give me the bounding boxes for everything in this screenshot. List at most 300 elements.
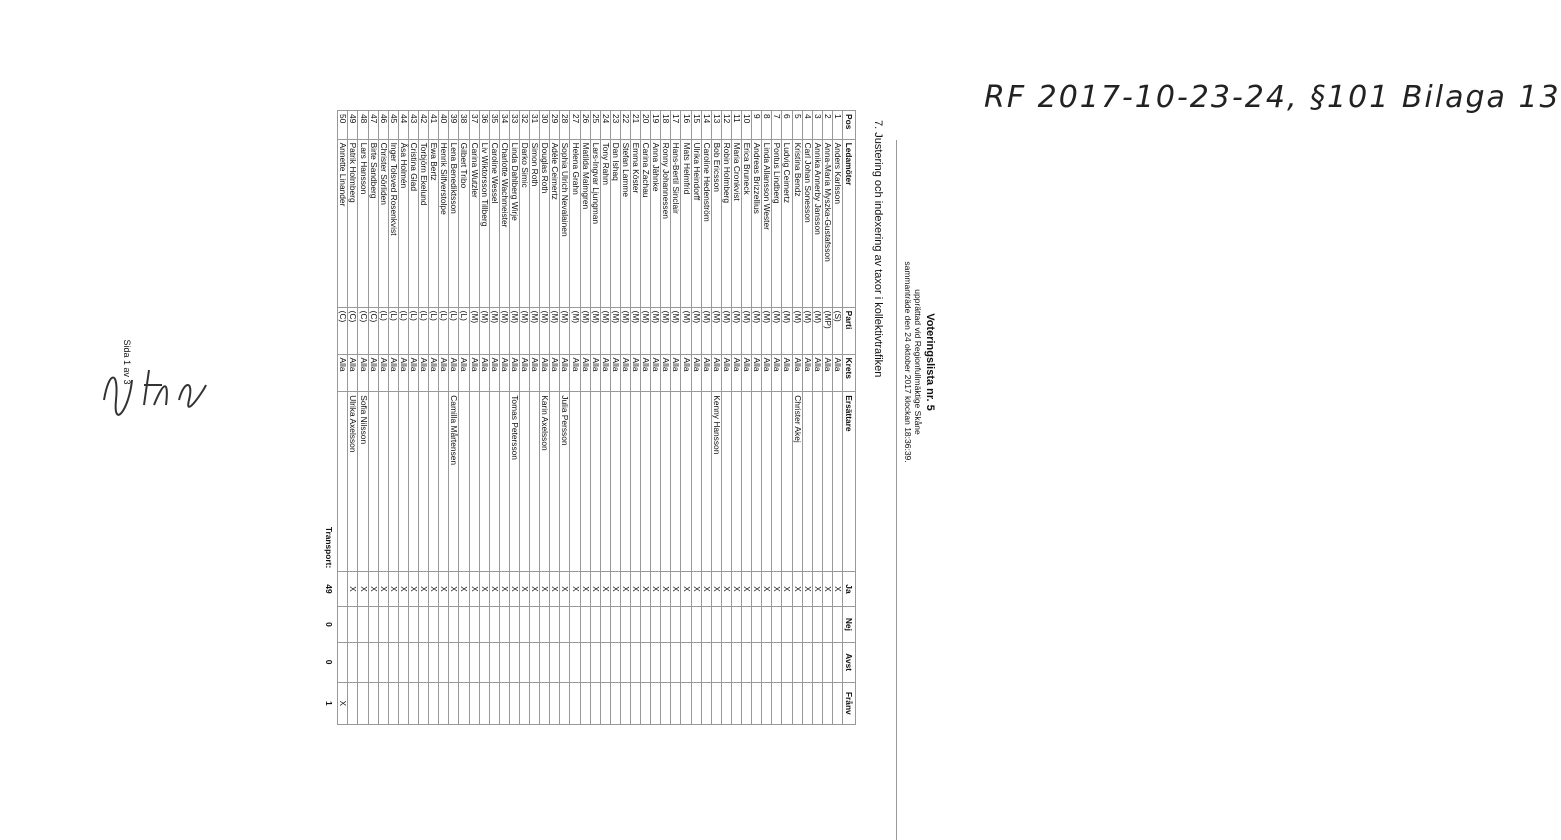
cell-krets: Alla — [721, 354, 731, 392]
cell-krets: Alla — [398, 354, 408, 392]
table-row — [378, 111, 388, 725]
cell-franv — [520, 682, 530, 724]
cell-pos: 11 — [731, 111, 741, 140]
cell-franv — [348, 682, 358, 724]
cell-nej — [398, 607, 408, 642]
cell-pos: 44 — [398, 111, 408, 140]
cell-avst — [671, 642, 681, 682]
cell-nej — [772, 607, 782, 642]
column-header-parti: Parti — [843, 307, 856, 354]
cell-avst — [782, 642, 792, 682]
cell-pos: 40 — [439, 111, 449, 140]
cell-ja: X — [671, 571, 681, 606]
cell-franv — [752, 682, 762, 724]
cell-pos: 49 — [348, 111, 358, 140]
cell-nej — [731, 607, 741, 642]
cell-pos: 43 — [408, 111, 418, 140]
cell-ja: X — [348, 571, 358, 606]
cell-ersattare — [520, 392, 530, 572]
cell-ersattare: Julia Persson — [560, 392, 570, 572]
cell-franv — [550, 682, 560, 724]
cell-parti: (L) — [459, 307, 469, 354]
cell-name: Robin Holmberg — [721, 139, 731, 307]
cell-franv — [681, 682, 691, 724]
cell-franv — [802, 682, 812, 724]
cell-ja: X — [641, 571, 651, 606]
cell-krets: Alla — [520, 354, 530, 392]
cell-ersattare: Camilla Mårtensen — [449, 392, 459, 572]
cell-parti: (M) — [590, 307, 600, 354]
cell-name: Åsa Holmén — [398, 139, 408, 307]
cell-ersattare — [570, 392, 580, 572]
cell-franv — [469, 682, 479, 724]
cell-parti: (L) — [398, 307, 408, 354]
cell-avst — [822, 642, 832, 682]
cell-nej — [620, 607, 630, 642]
cell-name: Lena Benediktsson — [449, 139, 459, 307]
cell-ja: X — [580, 571, 590, 606]
cell-krets: Alla — [449, 354, 459, 392]
cell-nej — [449, 607, 459, 642]
cell-franv — [610, 682, 620, 724]
cell-ersattare — [469, 392, 479, 572]
cell-krets: Alla — [459, 354, 469, 392]
cell-name: Henrik Silfverstolpe — [439, 139, 449, 307]
cell-franv — [489, 682, 499, 724]
cell-krets: Alla — [489, 354, 499, 392]
cell-name: Caroline Wessel — [489, 139, 499, 307]
cell-krets: Alla — [408, 354, 418, 392]
cell-krets: Alla — [610, 354, 620, 392]
cell-nej — [509, 607, 519, 642]
cell-ersattare — [681, 392, 691, 572]
cell-parti: (M) — [631, 307, 641, 354]
cell-ersattare — [701, 392, 711, 572]
cell-pos: 47 — [368, 111, 378, 140]
cell-avst — [570, 642, 580, 682]
table-row — [499, 111, 509, 725]
cell-franv — [701, 682, 711, 724]
cell-name: Ronny Johannessen — [661, 139, 671, 307]
cell-name: Carina Zachau — [641, 139, 651, 307]
table-row — [348, 111, 358, 725]
cell-nej — [671, 607, 681, 642]
cell-ersattare — [338, 392, 348, 572]
cell-pos: 6 — [782, 111, 792, 140]
cell-parti: (M) — [721, 307, 731, 354]
cell-ersattare — [782, 392, 792, 572]
cell-nej — [782, 607, 792, 642]
cell-ja: X — [610, 571, 620, 606]
cell-ersattare — [499, 392, 509, 572]
cell-ja: X — [711, 571, 721, 606]
cell-avst — [590, 642, 600, 682]
cell-ja: X — [429, 571, 439, 606]
column-header-pos: Pos — [843, 111, 856, 140]
cell-parti: (M) — [711, 307, 721, 354]
cell-ersattare — [802, 392, 812, 572]
cell-ersattare — [439, 392, 449, 572]
cell-ja — [338, 571, 348, 606]
cell-avst — [388, 642, 398, 682]
cell-name: Hans-Bertil Sinclair — [671, 139, 681, 307]
cell-parti: (M) — [610, 307, 620, 354]
cell-franv — [641, 682, 651, 724]
cell-franv — [580, 682, 590, 724]
cell-ja: X — [509, 571, 519, 606]
table-row — [812, 111, 822, 725]
cell-pos: 33 — [509, 111, 519, 140]
cell-pos: 7 — [772, 111, 782, 140]
cell-parti: (M) — [489, 307, 499, 354]
cell-pos: 48 — [358, 111, 368, 140]
cell-franv — [439, 682, 449, 724]
cell-name: Ludvig Ceimertz — [782, 139, 792, 307]
cell-parti: (M) — [691, 307, 701, 354]
cell-name: Ulrika Heindorff — [691, 139, 701, 307]
cell-parti: (M) — [762, 307, 772, 354]
cell-name: Annette Linander — [338, 139, 348, 307]
cell-pos: 39 — [449, 111, 459, 140]
cell-ersattare — [641, 392, 651, 572]
table-row — [752, 111, 762, 725]
cell-ja: X — [691, 571, 701, 606]
table-row — [368, 111, 378, 725]
cell-ja: X — [590, 571, 600, 606]
cell-nej — [661, 607, 671, 642]
cell-krets: Alla — [338, 354, 348, 392]
cell-avst — [691, 642, 701, 682]
cell-ersattare — [429, 392, 439, 572]
table-row — [742, 111, 752, 725]
cell-parti: (M) — [530, 307, 540, 354]
cell-ja: X — [620, 571, 630, 606]
cell-franv — [721, 682, 731, 724]
table-row — [600, 111, 610, 725]
cell-avst — [721, 642, 731, 682]
cell-franv — [620, 682, 630, 724]
cell-pos: 37 — [469, 111, 479, 140]
cell-ersattare — [812, 392, 822, 572]
cell-nej — [580, 607, 590, 642]
cell-avst — [509, 642, 519, 682]
cell-ja: X — [419, 571, 429, 606]
cell-nej — [540, 607, 550, 642]
cell-pos: 25 — [590, 111, 600, 140]
cell-ja: X — [742, 571, 752, 606]
table-row — [570, 111, 580, 725]
table-row — [459, 111, 469, 725]
cell-name: Charlotte Wachmeister — [499, 139, 509, 307]
cell-name: Linda Allansson Wester — [762, 139, 772, 307]
cell-ersattare — [631, 392, 641, 572]
cell-avst — [792, 642, 802, 682]
cell-nej — [429, 607, 439, 642]
column-header-franv: Frånv — [843, 682, 856, 724]
cell-parti: (M) — [479, 307, 489, 354]
cell-ersattare — [661, 392, 671, 572]
cell-avst — [429, 642, 439, 682]
cell-avst — [439, 642, 449, 682]
cell-ersattare — [651, 392, 661, 572]
cell-krets: Alla — [358, 354, 368, 392]
cell-krets: Alla — [530, 354, 540, 392]
cell-ja: X — [560, 571, 570, 606]
cell-nej — [550, 607, 560, 642]
table-body — [338, 111, 843, 725]
table-row — [469, 111, 479, 725]
cell-avst — [499, 642, 509, 682]
table-row — [701, 111, 711, 725]
cell-ja: X — [540, 571, 550, 606]
cell-franv — [509, 682, 519, 724]
cell-name: Tony Rahm — [600, 139, 610, 307]
cell-pos: 20 — [641, 111, 651, 140]
cell-ersattare: Sofia Nilsson — [358, 392, 368, 572]
cell-krets: Alla — [832, 354, 842, 392]
cell-avst — [681, 642, 691, 682]
cell-parti: (M) — [469, 307, 479, 354]
cell-avst — [459, 642, 469, 682]
table-row — [550, 111, 560, 725]
cell-nej — [489, 607, 499, 642]
cell-pos: 10 — [742, 111, 752, 140]
cell-nej — [499, 607, 509, 642]
cell-avst — [550, 642, 560, 682]
cell-avst — [489, 642, 499, 682]
cell-franv — [530, 682, 540, 724]
cell-parti: (L) — [388, 307, 398, 354]
cell-parti: (M) — [731, 307, 741, 354]
cell-parti: (M) — [802, 307, 812, 354]
cell-avst — [449, 642, 459, 682]
cell-ja: X — [731, 571, 741, 606]
cell-name: Liv Wiktorsson Tillberg — [479, 139, 489, 307]
cell-ersattare — [368, 392, 378, 572]
cell-krets: Alla — [388, 354, 398, 392]
cell-name: Carl Johan Sonesson — [802, 139, 812, 307]
cell-name: Torbjörn Ekelund — [419, 139, 429, 307]
cell-ja: X — [782, 571, 792, 606]
cell-ja: X — [550, 571, 560, 606]
cell-parti: (MP) — [822, 307, 832, 354]
cell-ja: X — [499, 571, 509, 606]
cell-krets: Alla — [368, 354, 378, 392]
cell-name: Sophia Ulrich Nevalainen — [560, 139, 570, 307]
cell-ersattare — [398, 392, 408, 572]
cell-krets: Alla — [580, 354, 590, 392]
cell-nej — [742, 607, 752, 642]
cell-ersattare — [772, 392, 782, 572]
cell-ersattare — [721, 392, 731, 572]
cell-krets: Alla — [620, 354, 630, 392]
cell-ersattare — [691, 392, 701, 572]
table-row — [429, 111, 439, 725]
header-subtitle: upprättad vid Regionfullmäktige Skåne — [913, 289, 923, 435]
cell-ja: X — [439, 571, 449, 606]
cell-avst — [398, 642, 408, 682]
cell-franv — [812, 682, 822, 724]
cell-name: Stefan Lamme — [620, 139, 630, 307]
cell-pos: 21 — [631, 111, 641, 140]
cell-name: Douglas Roth — [540, 139, 550, 307]
cell-ja: X — [802, 571, 812, 606]
cell-nej — [691, 607, 701, 642]
table-row — [782, 111, 792, 725]
cell-pos: 29 — [550, 111, 560, 140]
column-header-avst: Avst — [843, 642, 856, 682]
cell-krets: Alla — [752, 354, 762, 392]
cell-ersattare — [832, 392, 842, 572]
table-row — [358, 111, 368, 725]
table-row — [620, 111, 630, 725]
cell-franv — [782, 682, 792, 724]
cell-krets: Alla — [742, 354, 752, 392]
cell-avst — [752, 642, 762, 682]
cell-name: Caroline Hedenström — [701, 139, 711, 307]
cell-ja: X — [459, 571, 469, 606]
cell-krets: Alla — [429, 354, 439, 392]
cell-ersattare — [479, 392, 489, 572]
cell-nej — [802, 607, 812, 642]
table-row — [398, 111, 408, 725]
table-row — [671, 111, 681, 725]
cell-ja: X — [530, 571, 540, 606]
cell-franv — [590, 682, 600, 724]
cell-name: Lars Hansson — [358, 139, 368, 307]
cell-franv — [691, 682, 701, 724]
cell-name: Erica Bruneck — [742, 139, 752, 307]
cell-name: Inger Tolsved Rosenkvist — [388, 139, 398, 307]
cell-ja: X — [792, 571, 802, 606]
cell-name: Gilbert Tribo — [459, 139, 469, 307]
table-header-row — [843, 111, 856, 725]
table-row — [560, 111, 570, 725]
cell-franv — [449, 682, 459, 724]
cell-avst — [772, 642, 782, 682]
cell-pos: 15 — [691, 111, 701, 140]
cell-pos: 45 — [388, 111, 398, 140]
cell-avst — [661, 642, 671, 682]
cell-ersattare — [550, 392, 560, 572]
cell-ersattare — [459, 392, 469, 572]
cell-ja: X — [721, 571, 731, 606]
cell-avst — [368, 642, 378, 682]
cell-krets: Alla — [600, 354, 610, 392]
cell-avst — [802, 642, 812, 682]
cell-ersattare — [752, 392, 762, 572]
cell-krets: Alla — [469, 354, 479, 392]
cell-krets: Alla — [560, 354, 570, 392]
cell-franv — [661, 682, 671, 724]
cell-pos: 36 — [479, 111, 489, 140]
cell-name: Kristina Bendz — [792, 139, 802, 307]
cell-avst — [701, 642, 711, 682]
cell-krets: Alla — [570, 354, 580, 392]
table-row — [489, 111, 499, 725]
cell-name: Cristina Glad — [408, 139, 418, 307]
cell-krets: Alla — [681, 354, 691, 392]
cell-krets: Alla — [641, 354, 651, 392]
cell-krets: Alla — [509, 354, 519, 392]
cell-ersattare: Tomas Petersson — [509, 392, 519, 572]
cell-pos: 23 — [610, 111, 620, 140]
cell-parti: (M) — [681, 307, 691, 354]
cell-krets: Alla — [550, 354, 560, 392]
header-divider — [896, 140, 897, 840]
cell-ja: X — [822, 571, 832, 606]
table-row — [711, 111, 721, 725]
cell-name: Matilda Malmgren — [580, 139, 590, 307]
transport-ja-total: 49 — [324, 584, 335, 594]
cell-nej — [408, 607, 418, 642]
cell-krets: Alla — [631, 354, 641, 392]
cell-krets: Alla — [479, 354, 489, 392]
cell-avst — [731, 642, 741, 682]
cell-nej — [530, 607, 540, 642]
cell-nej — [701, 607, 711, 642]
cell-name: Ewa Bertz — [429, 139, 439, 307]
cell-avst — [338, 642, 348, 682]
cell-parti: (M) — [570, 307, 580, 354]
page-title: Voteringslista nr. 5 — [924, 313, 936, 411]
table-row — [772, 111, 782, 725]
cell-ersattare — [408, 392, 418, 572]
cell-krets: Alla — [439, 354, 449, 392]
cell-franv — [479, 682, 489, 724]
cell-name: Adèle Ceimertz — [550, 139, 560, 307]
cell-avst — [600, 642, 610, 682]
cell-nej — [631, 607, 641, 642]
cell-parti: (M) — [661, 307, 671, 354]
table-row — [721, 111, 731, 725]
cell-parti: (M) — [550, 307, 560, 354]
cell-ja: X — [479, 571, 489, 606]
cell-pos: 34 — [499, 111, 509, 140]
cell-ja: X — [651, 571, 661, 606]
cell-nej — [600, 607, 610, 642]
cell-ersattare — [742, 392, 752, 572]
cell-name: Pontus Lindberg — [772, 139, 782, 307]
cell-pos: 46 — [378, 111, 388, 140]
cell-name: Linda Dahlberg Wirje — [509, 139, 519, 307]
table-row — [419, 111, 429, 725]
cell-parti: (M) — [792, 307, 802, 354]
cell-ersattare — [762, 392, 772, 572]
cell-parti: (L) — [408, 307, 418, 354]
cell-ersattare — [610, 392, 620, 572]
section-title: 7. Justering och indexering av taxor i kollektivtrafiken — [872, 120, 884, 378]
cell-pos: 50 — [338, 111, 348, 140]
cell-parti: (L) — [419, 307, 429, 354]
cell-ja: X — [358, 571, 368, 606]
cell-franv — [408, 682, 418, 724]
column-header-krets: Krets — [843, 354, 856, 392]
cell-franv — [651, 682, 661, 724]
cell-pos: 1 — [832, 111, 842, 140]
cell-ersattare: Christer Akej — [792, 392, 802, 572]
cell-pos: 28 — [560, 111, 570, 140]
cell-avst — [358, 642, 368, 682]
cell-krets: Alla — [812, 354, 822, 392]
cell-franv — [731, 682, 741, 724]
cell-nej — [812, 607, 822, 642]
table-row — [661, 111, 671, 725]
cell-parti: (L) — [429, 307, 439, 354]
cell-pos: 19 — [651, 111, 661, 140]
table-row — [762, 111, 772, 725]
cell-krets: Alla — [762, 354, 772, 392]
